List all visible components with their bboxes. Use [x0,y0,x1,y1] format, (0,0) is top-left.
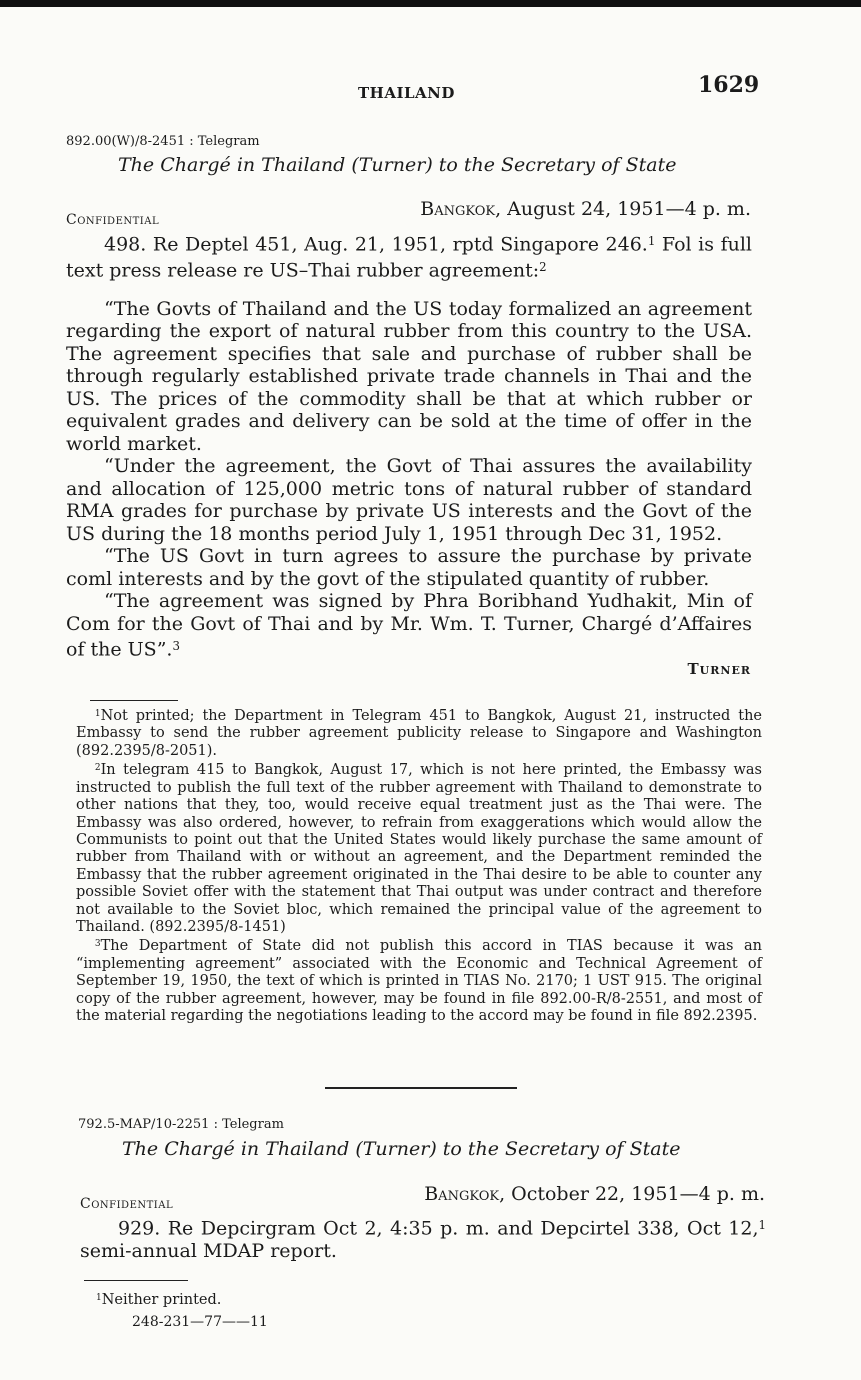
telegram-body [66,230,752,661]
dateline-date: , August 24, 1951—4 p. m. [495,198,751,220]
heading-part2: ) to the Secretary of State [425,154,677,176]
classification: Confidential [66,212,160,228]
heading-part1: The Chargé in Thailand ( [118,154,359,176]
body-paragraph: “The Govts of Thailand and the US today formalized an agreement regarding the export of natural rubber from this country to the USA. The agreement specifies that sale and purchase of rubber shall be through regularly established private trade channels in Thai and the US. The prices of the commodity shall be that at which rubber or equivalent grades and delivery can be sold at the time of offer in the world market. [66,297,752,455]
footnote-rule [84,1280,188,1281]
opening-paragraph: 929. Re Depcirgram Oct 2, 4:35 p. m. and Depcirtel 338, Oct 12,$^1$ semi-annual MDAP report. [80,1217,766,1262]
document-heading [118,154,676,176]
footnote-ref: 2 [539,259,547,274]
classification: Confidential [80,1196,174,1212]
signature: Turner [687,660,751,678]
footnote: $^1$Not printed; the Department in Telegram 451 to Bangkok, August 21, instructed the Embassy to send the rubber agreement publicity release to Singapore and Washington (892.2395/8-2051). [76,708,762,759]
footnote-ref: 1 [758,1218,766,1232]
footnotes [96,1290,496,1309]
footnote: $^3$The Department of State did not publish this accord in TIAS because it was an “implementing agreement” associated with the Economic and Technical Agreement of September 19, 1950, the text of which is printed in TIAS No. 2170; 1 UST 915. The original copy of the rubber agreement, however, may be found in file 892.00-R/8-2551, and most of the material regarding the negotiations leading to the accord may be found in file 892.2395. [76,938,762,1024]
footnote: $^1$Neither printed. [96,1292,222,1309]
body-paragraph: “Under the agreement, the Govt of Thai assures the availability and allocation of 125,000 metric tons of natural rubber of standard RMA grades for purchase by private US interests and the Govt of the US during the 18 months period July 1, 1951 through Dec 31, 1952. [66,455,752,545]
page-number: 1629 [698,72,760,98]
opening-paragraph: 498. Re Deptel 451, Aug. 21, 1951, rptd Singapore 246.$^1$ Fol is full text press release re US–Thai rubber agreement:$^2$ [66,233,752,282]
body-paragraph: “The agreement was signed by Phra Boribhand Yudhakit, Min of Com for the Govt of Thai and by Mr. Wm. T. Turner, Chargé d’Affaires of the US”.$^3$ [66,590,752,661]
footnote: $^2$In telegram 415 to Bangkok, August 17, which is not here printed, the Embassy was instructed to publish the full text of the rubber agreement with Thailand to demonstrate to other nations that they, too, would receive equal treatment just as the Thai were. The Embassy was also ordered, however, to refrain from exaggerations which would allow the Communists to point out that the United States would likely purchase the same amount of rubber from Thailand with or without an agreement, and the Department reminded the Embassy that the rubber agreement originated in the Thai desire to be able to counter any possible Soviet offer with the statement that Thai output was under contract and therefore not available to the Soviet bloc, which remained the principal value of the agreement to Thailand. (892.2395/8-1451) [76,762,762,935]
file-reference: 892.00(W)/8-2451 : Telegram [66,134,260,149]
dateline-place: Bangkok [420,198,496,220]
running-title: THAILAND [358,84,455,102]
footnote-rule [90,700,178,701]
telegram-body [80,1214,766,1262]
footnote-ref: 1 [647,234,656,248]
footnote-ref: 3 [172,639,180,654]
dateline: Bangkok, October 22, 1951—4 p. m. [424,1183,765,1205]
document-heading: The Chargé in Thailand (Turner) to the Secretary of State [122,1138,681,1160]
body-paragraph: “The US Govt in turn agrees to assure the purchase by private coml interests and by the govt of the stipulated quantity of rubber. [66,545,752,590]
print-code: 248-231—77——11 [132,1314,268,1330]
dateline [420,198,751,220]
section-divider [325,1087,517,1089]
footnotes [76,706,762,1025]
heading-name: Turner [358,154,426,176]
file-reference: 792.5-MAP/10-2251 : Telegram [78,1117,284,1132]
